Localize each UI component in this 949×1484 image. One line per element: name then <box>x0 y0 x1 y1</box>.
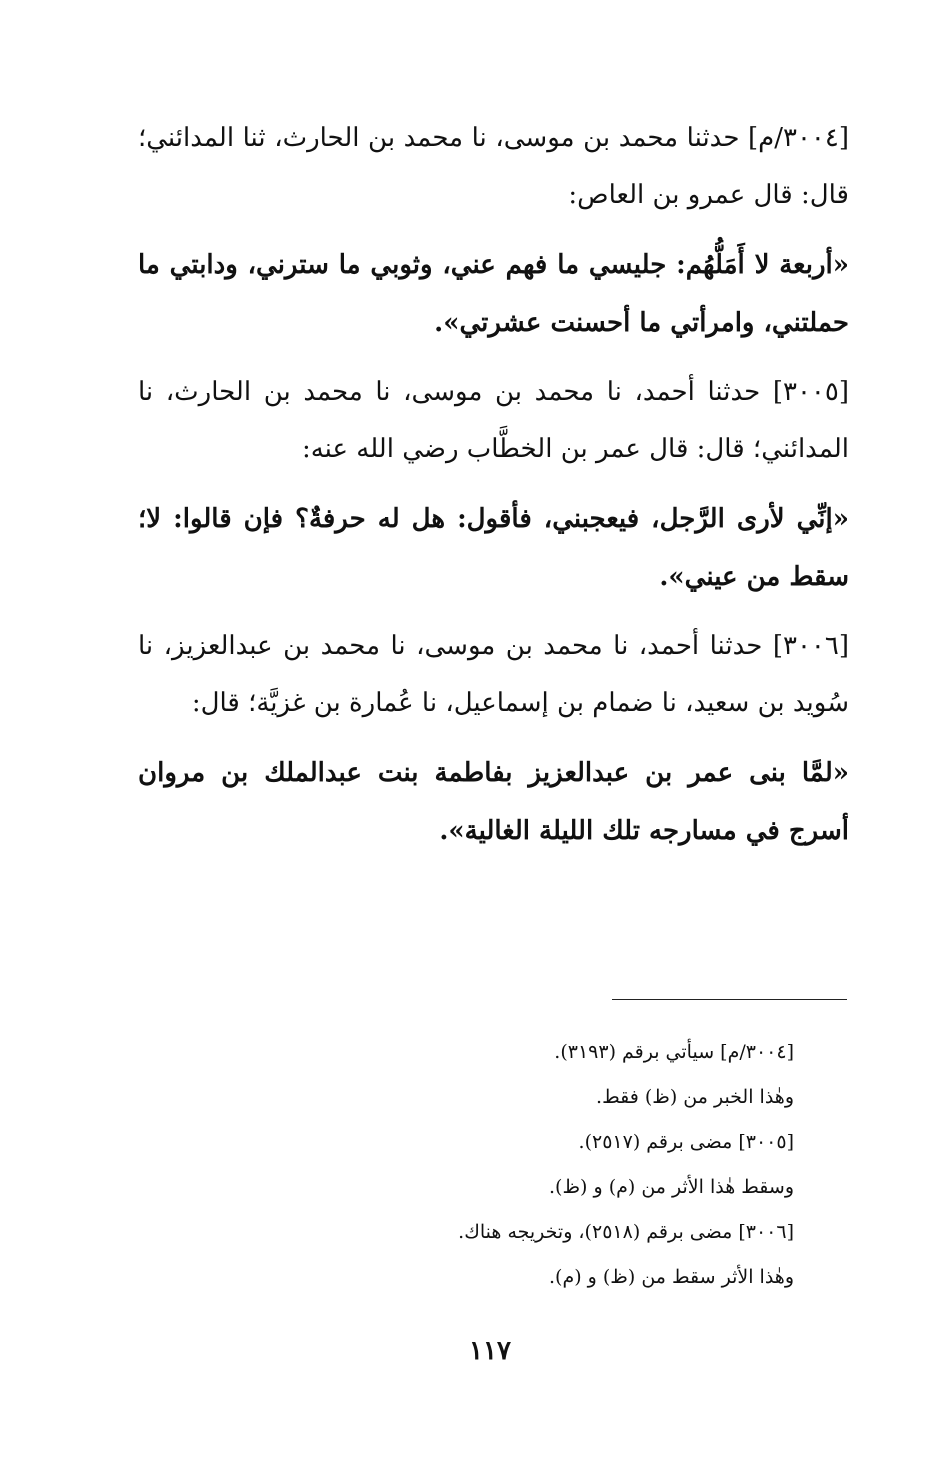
hadith-3006-text: «لمَّا بنى عمر بن عبدالعزيز بفاطمة بنت عبدالملك بن مروان أسرج في مسارجه تلك الليلة الغالية». <box>138 758 849 846</box>
footnote-divider <box>612 999 847 1000</box>
footnotes <box>300 1030 794 1300</box>
footnote-line: [٣٠٠٦] مضى برقم (٢٥١٨)، وتخريجه هناك. <box>458 1221 794 1243</box>
footnote-line: وهٰذا الخبر من (ظ) فقط. <box>596 1086 794 1108</box>
hadith-3005-text: «إنِّي لأرى الرَّجل، فيعجبني، فأقول: هل له حرفةٌ؟ فإن قالوا: لا؛ سقط من عيني». <box>138 504 849 592</box>
hadith-3005-isnad: [٣٠٠٥] حدثنا أحمد، نا محمد بن موسى، نا محمد بن الحارث، نا المدائني؛ قال: قال عمر بن الخطَّاب رضي الله عنه: <box>138 377 849 464</box>
hadith-3004-isnad: [٣٠٠٤/م] حدثنا محمد بن موسى، نا محمد بن الحارث، ثنا المدائني؛ قال: قال عمرو بن العاص: <box>138 123 849 210</box>
footnote-line: وسقط هٰذا الأثر من (م) و (ظ). <box>549 1176 794 1198</box>
hadith-3006-isnad: [٣٠٠٦] حدثنا أحمد، نا محمد بن موسى، نا محمد بن عبدالعزيز، نا سُويد بن سعيد، نا ضمام بن إسماعيل، نا عُمارة بن غزيَّة؛ قال: <box>138 631 849 718</box>
page-number: ١١٧ <box>469 1336 511 1366</box>
footnote-line: وهٰذا الأثر سقط من (ظ) و (م). <box>549 1266 794 1288</box>
hadith-3004-text: «أربعة لا أَمَلُّهُم: جليسي ما فهم عني، وثوبي ما سترني، ودابتي ما حملتني، وامرأتي ما أحسنت عشرتي». <box>138 250 849 338</box>
footnote-line: [٣٠٠٤/م] سيأتي برقم (٣١٩٣). <box>554 1041 794 1063</box>
footnote-line: [٣٠٠٥] مضى برقم (٢٥١٧). <box>578 1131 794 1153</box>
main-text <box>138 110 849 872</box>
